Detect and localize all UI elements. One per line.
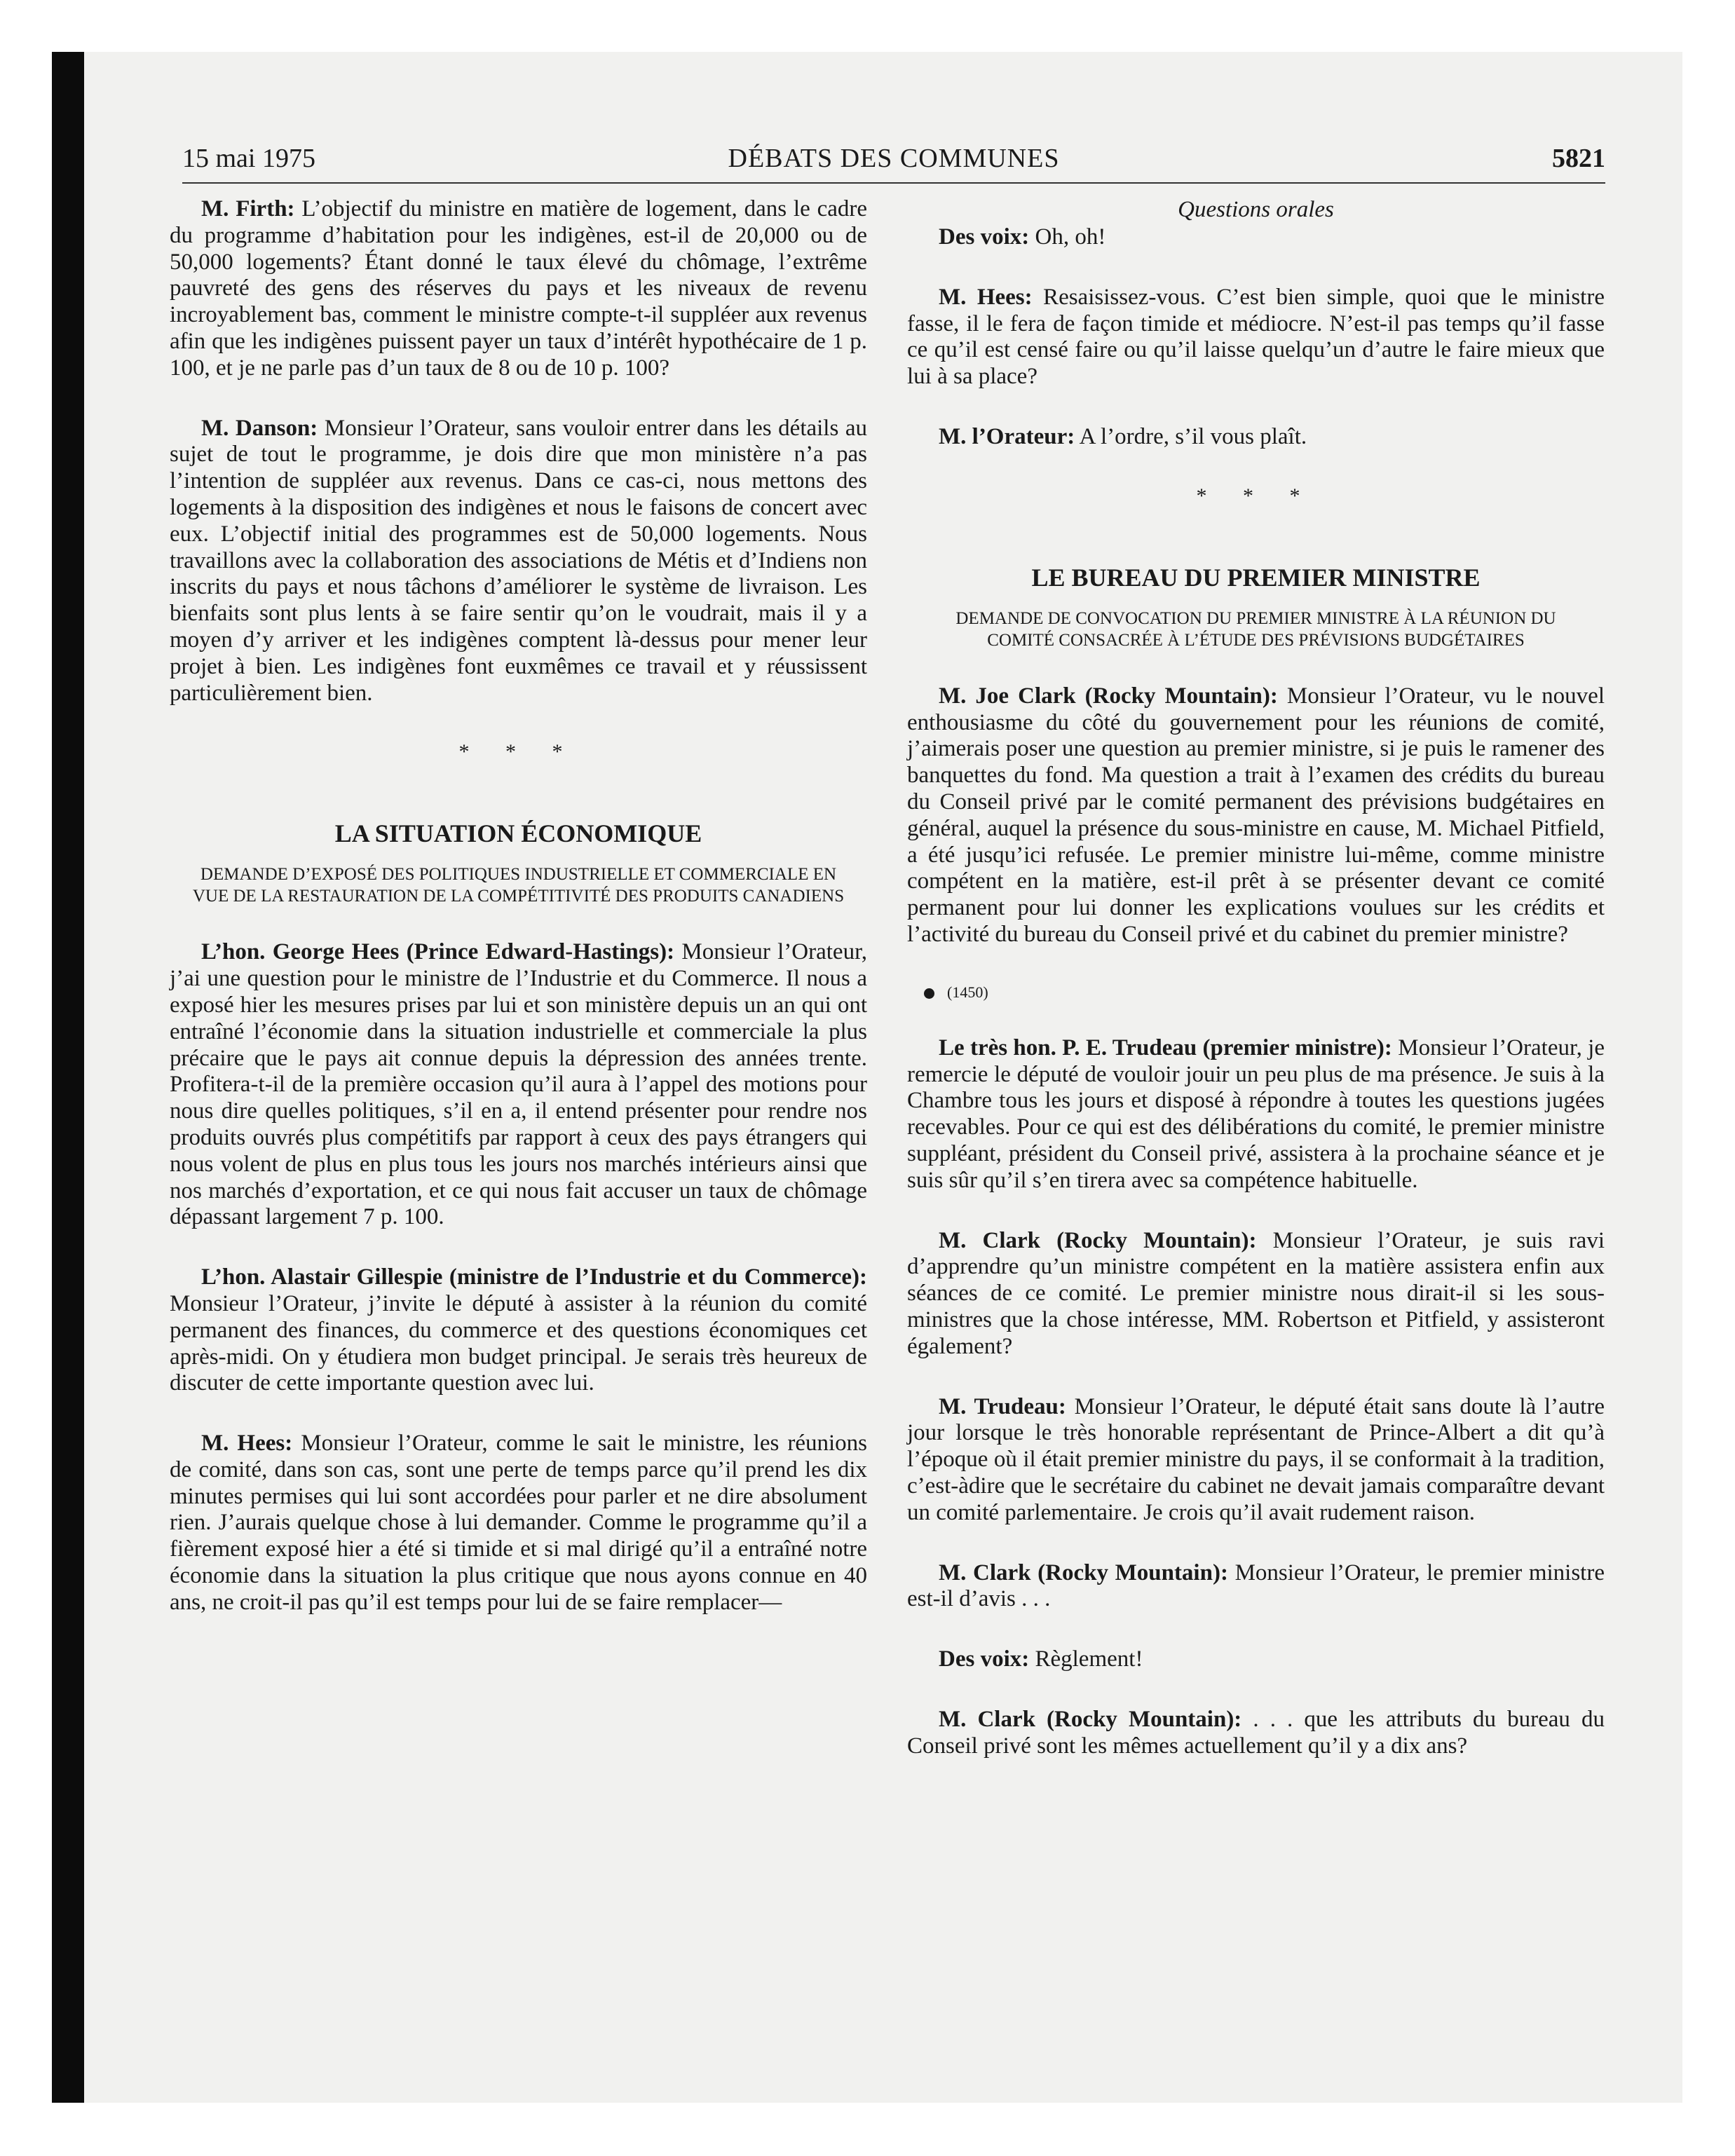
- paragraph-text: Monsieur l’Orateur, comme le sait le ministre, les réunions de comité, dans son cas, sont une perte de temps parce qu’il prend les dix minutes permises qui lui sont accordées pour parler et ne dire absolument rien. J’aurais quelque chose à lui demander. Comme le programme qu’il a fièrement exposé hier a été si timide et si mal dirigé qu’il a entraîné notre économie dans la situation la plus critique que nous ayons connue en 40 ans, ne croit-il pas qu’il est temps pour lui de se faire remplacer—: [170, 1431, 867, 1615]
- paragraph-text: Resaisissez-vous. C’est bien simple, quoi que le ministre fasse, il le fera de façon timide et médiocre. N’est-il pas temps qu’il fasse ce qu’il est censé faire ou qu’il laisse quelqu’un d’autre le faire mieux que lui à sa place?: [907, 284, 1605, 390]
- speaker-name: M. Firth:: [201, 196, 295, 221]
- page-number: 5821: [1552, 144, 1605, 173]
- paragraph-firth: [170, 196, 867, 382]
- left-column: [170, 196, 867, 1650]
- paragraph-hees-3: [907, 285, 1605, 390]
- scanned-page: [52, 52, 1682, 2103]
- paragraph-danson: [170, 416, 867, 707]
- running-head: Questions orales: [1178, 197, 1334, 222]
- paragraph-speaker: [907, 424, 1605, 451]
- paragraph-trudeau-2: [907, 1394, 1605, 1527]
- time-marker-label: (1450): [947, 983, 988, 1001]
- page-header: [182, 137, 1605, 184]
- paragraph-text: Monsieur l’Orateur, je suis ravi d’apprendre qu’un ministre compétent en la matière assistera enfin aux séances de ce comité. Le premier ministre nous dirait-il si les sous-ministres que la chose intéresse, MM. Robertson et Pitfield, y assisteront également?: [907, 1227, 1605, 1359]
- paragraph-voices: [907, 224, 1605, 251]
- paragraph-clark-2: [907, 1228, 1605, 1360]
- paragraph-text: Monsieur l’Orateur, le député était sans doute là l’autre jour lorsque le très honorable représentant de Prince-Albert a dit qu’à l’époque où il était premier ministre du pays, il se conformait à la tradition, c’est-àdire que le secrétaire du cabinet ne devait jamais comparaître devant un comité parlementaire. Je crois qu’il avait rudement raison.: [907, 1393, 1605, 1525]
- speaker-name: L’hon. Alastair Gillespie (ministre de l’Industrie et du Commerce):: [201, 1264, 867, 1290]
- speaker-name: M. Hees:: [939, 284, 1033, 310]
- paragraph-text: . . . que les attributs du bureau du Conseil privé sont les mêmes actuellement qu’il y a dix ans?: [907, 1706, 1605, 1759]
- speaker-name: M. Trudeau:: [939, 1393, 1066, 1419]
- paragraph-gillespie: [170, 1264, 867, 1397]
- right-column: [907, 196, 1605, 1793]
- bullet-icon: [924, 988, 934, 999]
- paragraph-clark-4: [907, 1707, 1605, 1760]
- speaker-name: M. l’Orateur:: [939, 423, 1075, 449]
- paragraph-text: Monsieur l’Orateur, je remercie le député de vouloir jouir un peu plus de ma présence. Je suis à la Chambre tous les jours et disposé à répondre à toutes les questions jugées recevables. Pour ce qui est des délibérations du comité, le premier ministre suppléant, président du Conseil privé, assistera à la prochaine séance et je suis sûr qu’il s’en tirera avec sa compétence habituelle.: [907, 1035, 1605, 1193]
- paragraph-clark: [907, 683, 1605, 948]
- paragraph-text: Monsieur l’Orateur, j’ai une question pour le ministre de l’Industrie et du Commerce. Il nous a exposé hier les mesures prises par lui et son ministère depuis un an qui ont entraîné l’économie dans la situation industrielle et commerciale la plus précaire que le pays ait connue depuis la dépression des années trente. Profitera-t-il de la première occasion qu’il aura à l’appel des motions pour nous dire quelles politiques, s’il en a, il entend présenter pour rendre nos produits ouvrés plus compétitifs par rapport à ceux des pays étrangers qui nous volent de plus en plus tous les jours nos marchés intérieurs ainsi que nos marchés d’exportation, et ce qui nous fait accuser un taux de chômage dépassant largement 7 p. 100.: [170, 939, 867, 1230]
- section-heading: LE BUREAU DU PREMIER MINISTRE: [1031, 563, 1481, 592]
- section-heading: LA SITUATION ÉCONOMIQUE: [334, 819, 702, 848]
- paragraph-text: Règlement!: [1029, 1646, 1143, 1672]
- speaker-name: M. Clark (Rocky Mountain):: [939, 1706, 1242, 1732]
- speaker-name: M. Clark (Rocky Mountain):: [939, 1560, 1228, 1585]
- speaker-name: M. Danson:: [201, 415, 318, 441]
- paragraph-text: Oh, oh!: [1029, 224, 1106, 250]
- paragraph-text: Monsieur l’Orateur, j’invite le député à assister à la réunion du comité permanent des finances, du commerce et des questions économiques cet après-midi. On y étudiera mon budget principal. Je serais très heureux de discuter de cette importante question avec lui.: [170, 1290, 867, 1396]
- speaker-name: Des voix:: [939, 224, 1030, 250]
- section-subheading: DEMANDE DE CONVOCATION DU PREMIER MINISTRE À LA RÉUNION DU COMITÉ CONSACRÉE À L’ÉTUDE DES PRÉVISIONS BUDGÉTAIRES: [955, 608, 1556, 650]
- paragraph-voices-2: [907, 1646, 1605, 1673]
- speaker-name: M. Joe Clark (Rocky Mountain):: [939, 683, 1278, 709]
- header-title: DÉBATS DES COMMUNES: [728, 144, 1060, 173]
- section-separator: * * *: [1196, 484, 1316, 507]
- paragraph-text: Monsieur l’Orateur, sans vouloir entrer dans les détails au sujet de tout le programme, je dois dire que mon ministère n’a pas l’intention de suppléer aux revenus. Dans ce cas-ci, nous mettons des logements à la disposition des indigènes et nous le faisons de concert avec eux. L’objectif initial des programmes est de 50,000 logements. Nous travaillons avec la collaboration des associations de Métis et d’Indiens non inscrits du pays et nous tâchons d’améliorer le système de livraison. Les bienfaits sont plus lents à se faire sentir qu’on le voudrait, mais il y a moyen d’y arriver et les indigènes comptent là-dessus pour mener leur projet à bien. Les indigènes font euxmêmes ce travail et y réussissent particulièrement bien.: [170, 415, 867, 706]
- paragraph-clark-3: [907, 1560, 1605, 1613]
- speaker-name: Le très hon. P. E. Trudeau (premier ministre):: [939, 1035, 1392, 1060]
- speaker-name: Des voix:: [939, 1646, 1030, 1672]
- paragraph-text: Monsieur l’Orateur, vu le nouvel enthousiasme du côté du gouvernement pour les réunions de comité, j’aimerais poser une question au premier ministre, si je puis le ramener des banquettes du fond. Ma question a trait à l’examen des crédits du bureau du Conseil privé par le comité permanent des prévisions budgétaires en général, auquel la présence du sous-ministre en cause, M. Michael Pitfield, a été jusqu’ici refusée. Le premier ministre lui-même, comme ministre compétent en la matière, est-il prêt à se présenter devant ce comité permanent pour lui donner les explications voulues sur les crédits et l’activité du bureau du Conseil privé et du cabinet du premier ministre?: [907, 683, 1605, 947]
- paragraph-hees-2: [170, 1431, 867, 1616]
- section-subheading: DEMANDE D’EXPOSÉ DES POLITIQUES INDUSTRIELLE ET COMMERCIALE EN VUE DE LA RESTAURATION DE LA COMPÉTITIVITÉ DES PRODUITS CANADIENS: [192, 865, 845, 906]
- speaker-name: L’hon. George Hees (Prince Edward-Hastings):: [201, 939, 675, 965]
- speaker-name: M. Clark (Rocky Mountain):: [939, 1227, 1257, 1253]
- header-date: 15 mai 1975: [182, 144, 315, 173]
- paragraph-trudeau: [907, 1035, 1605, 1194]
- paragraph-text: L’objectif du ministre en matière de logement, dans le cadre du programme d’habitation pour les indigènes, est-il de 20,000 ou de 50,000 logements? Étant donné le taux élevé du chômage, l’extrême pauvreté des gens des réserves du pays et les niveaux de revenu incroyablement bas, comment le ministre compte-t-il suppléer aux revenus afin que les indigènes puissent payer un taux d’intérêt hypothécaire de 1 p. 100, et je ne parle pas d’un taux de 8 ou de 10 p. 100?: [170, 196, 867, 381]
- paragraph-text: A l’ordre, s’il vous plaît.: [1075, 423, 1307, 449]
- speaker-name: M. Hees:: [201, 1431, 293, 1456]
- binding-edge: [52, 52, 84, 2103]
- section-separator: * * *: [458, 740, 578, 764]
- time-marker: [924, 982, 1605, 1003]
- paragraph-hees: [170, 939, 867, 1231]
- paragraph-text: Monsieur l’Orateur, le premier ministre est-il d’avis . . .: [907, 1560, 1605, 1612]
